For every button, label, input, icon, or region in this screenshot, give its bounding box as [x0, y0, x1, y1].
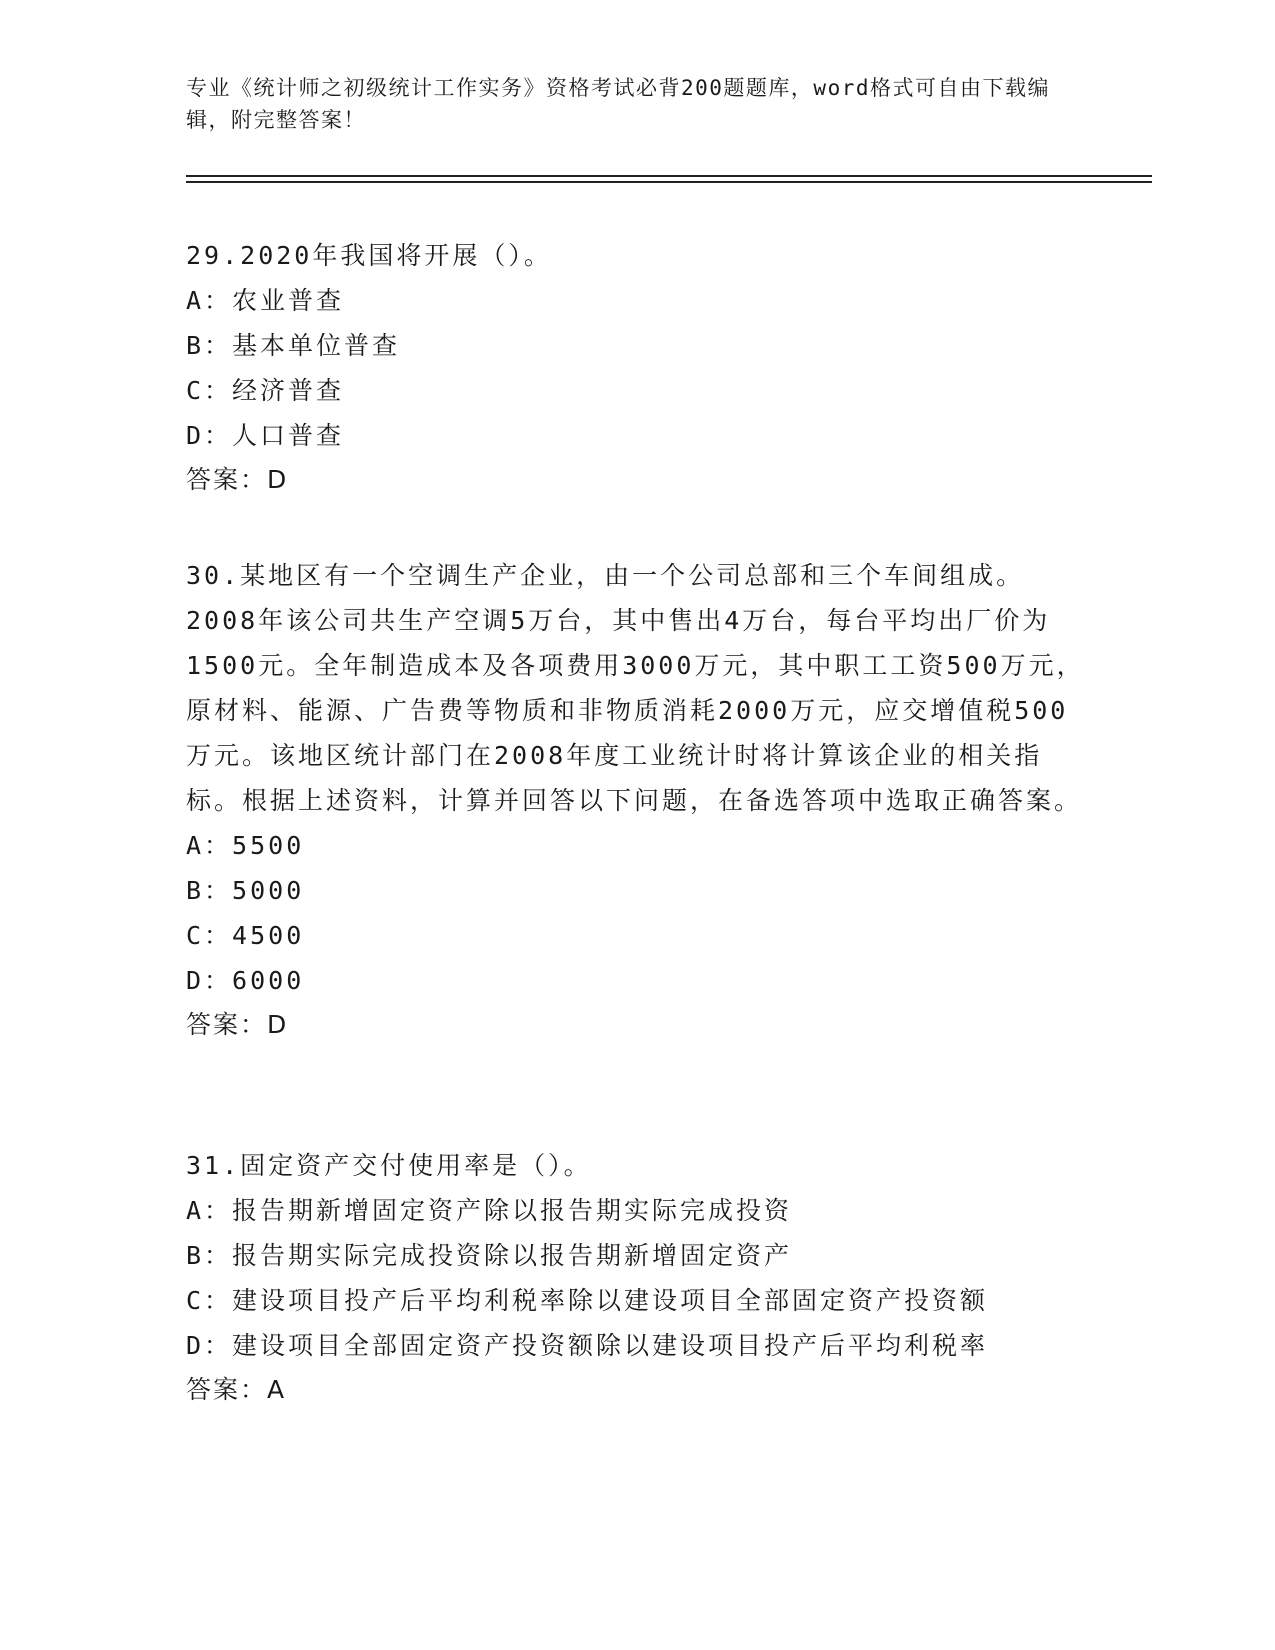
- option-a: A：报告期新增固定资产除以报告期实际完成投资: [186, 1196, 793, 1225]
- question-stem: 31.固定资产交付使用率是（）。: [186, 1151, 592, 1180]
- option-c: C：建设项目投产后平均利税率除以建设项目全部固定资产投资额: [186, 1286, 989, 1315]
- option-c: C：4500: [186, 921, 305, 950]
- option-b: B：基本单位普查: [186, 331, 401, 360]
- option-d: D：6000: [186, 966, 305, 995]
- option-a: A：5500: [186, 831, 305, 860]
- option-c: C：经济普查: [186, 376, 345, 405]
- option-b: B：报告期实际完成投资除以报告期新增固定资产: [186, 1241, 793, 1270]
- option-d: D：建设项目全部固定资产投资额除以建设项目投产后平均利税率: [186, 1331, 989, 1360]
- header-divider-top: [186, 175, 1152, 177]
- answer-line: 答案：D: [186, 1010, 289, 1039]
- document-header: 专业《统计师之初级统计工作实务》资格考试必背200题题库，word格式可自由下载编辑，附完整答案！: [186, 76, 1050, 132]
- question-31: [186, 1143, 1086, 1412]
- answer-line: 答案：A: [186, 1375, 287, 1404]
- question-stem: 29.2020年我国将开展（）。: [186, 241, 552, 270]
- answer-line: 答案：D: [186, 465, 289, 494]
- option-b: B：5000: [186, 876, 305, 905]
- question-30: [186, 553, 1086, 1047]
- question-stem: 30.某地区有一个空调生产企业，由一个公司总部和三个车间组成。2008年该公司共生产空调5万台，其中售出4万台，每台平均出厂价为1500元。全年制造成本及各项费用3000万元，其中职工工资500万元，原材料、能源、广告费等物质和非物质消耗2000万元，应交增值税500万元。该地区统计部门在2008年度工业统计时将计算该企业的相关指标。根据上述资料，计算并回答以下问题，在备选答项中选取正确答案。: [186, 561, 1085, 815]
- option-d: D：人口普查: [186, 421, 345, 450]
- header-divider-bottom: [186, 181, 1152, 183]
- option-a: A：农业普查: [186, 286, 345, 315]
- question-29: [186, 233, 1086, 502]
